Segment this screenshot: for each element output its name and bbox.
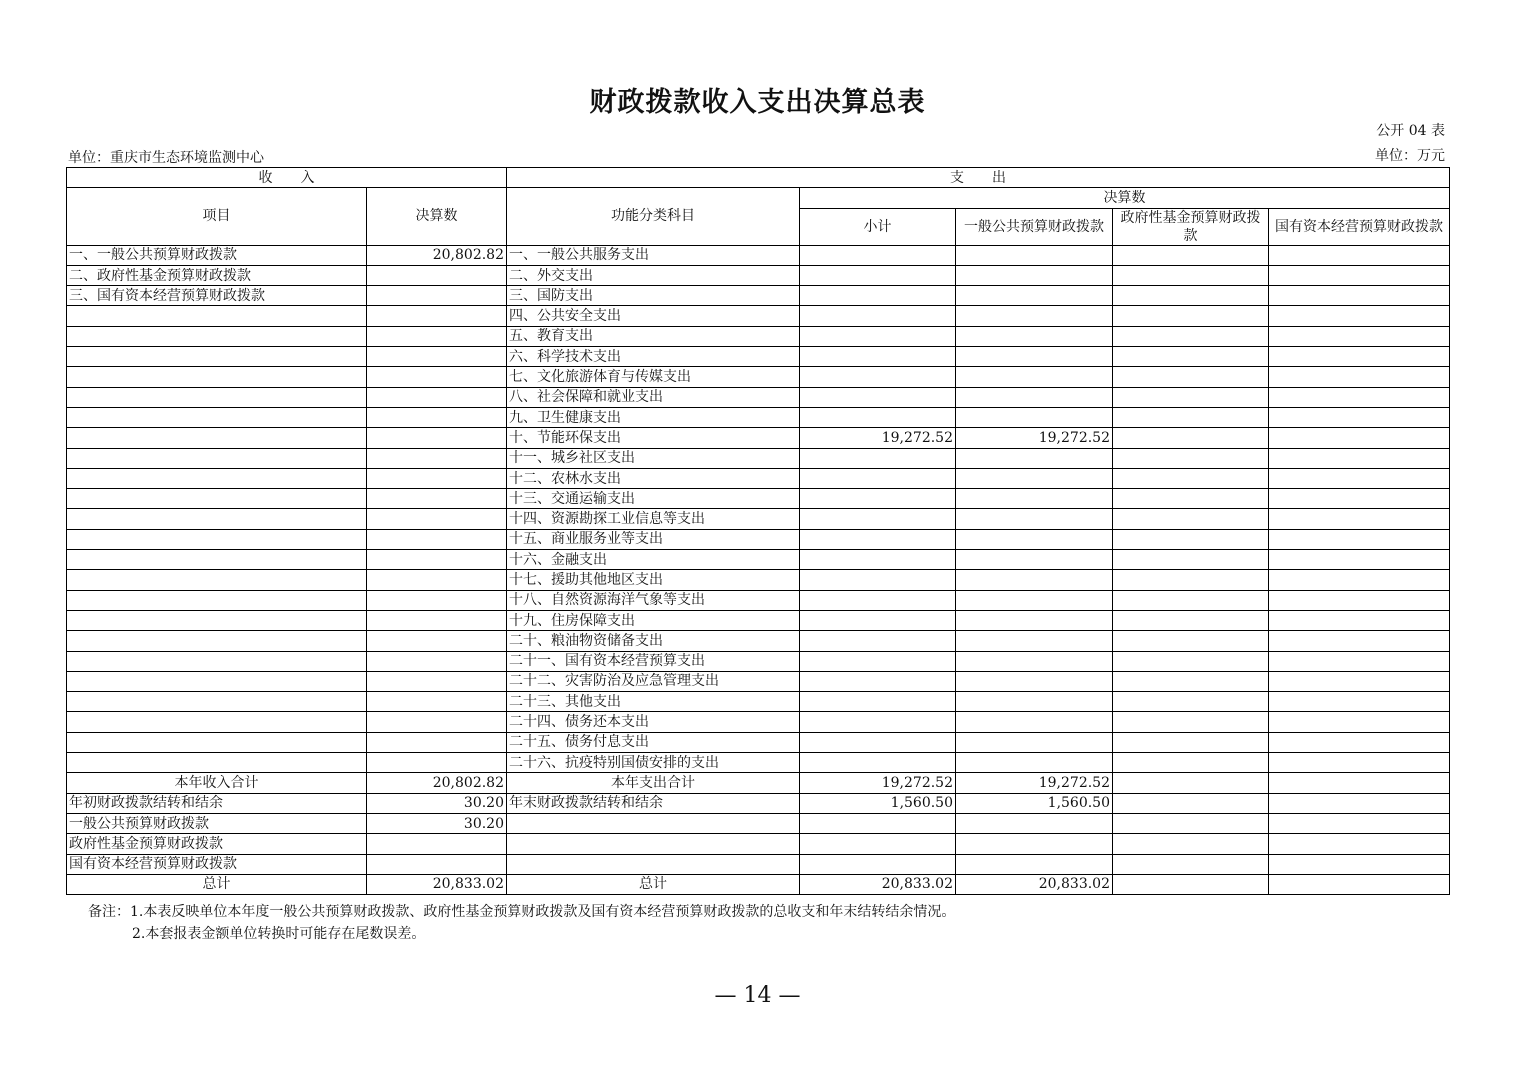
cell-sc bbox=[1269, 631, 1450, 651]
cell-inc bbox=[67, 732, 367, 752]
cell-gen bbox=[956, 631, 1113, 651]
cell-gov bbox=[1113, 692, 1269, 712]
cell-inc bbox=[67, 326, 367, 346]
cell-gen bbox=[956, 671, 1113, 691]
cell-inc bbox=[67, 448, 367, 468]
cell-amt bbox=[367, 854, 507, 874]
cell-exp: 八、社会保障和就业支出 bbox=[507, 387, 800, 407]
cell-inc bbox=[67, 712, 367, 732]
cell-gen bbox=[956, 834, 1113, 854]
income-section-header: 收 入 bbox=[67, 168, 507, 188]
cell-sc bbox=[1269, 245, 1450, 265]
cell-sub bbox=[800, 265, 956, 285]
cell-inc bbox=[67, 529, 367, 549]
cell-gov bbox=[1113, 347, 1269, 367]
cell-gen bbox=[956, 651, 1113, 671]
cell-amt bbox=[367, 651, 507, 671]
cell-sub bbox=[800, 631, 956, 651]
cell-inc bbox=[67, 347, 367, 367]
cell-sc bbox=[1269, 367, 1450, 387]
cell-sc bbox=[1269, 265, 1450, 285]
cell-exp: 二十三、其他支出 bbox=[507, 692, 800, 712]
cell-exp: 七、文化旅游体育与传媒支出 bbox=[507, 367, 800, 387]
cell-amt bbox=[367, 326, 507, 346]
cell-exp: 六、科学技术支出 bbox=[507, 347, 800, 367]
cell-gov bbox=[1113, 854, 1269, 874]
cell-exp: 九、卫生健康支出 bbox=[507, 407, 800, 427]
cell-sc bbox=[1269, 854, 1450, 874]
table-row bbox=[67, 347, 1450, 367]
cell-gov bbox=[1113, 773, 1269, 793]
cell-inc: 年初财政拨款结转和结余 bbox=[67, 793, 367, 813]
cell-inc bbox=[67, 489, 367, 509]
cell-exp: 二十五、债务付息支出 bbox=[507, 732, 800, 752]
currency-unit: 单位：万元 bbox=[1375, 148, 1445, 164]
cell-gen bbox=[956, 732, 1113, 752]
cell-sub bbox=[800, 854, 956, 874]
cell-exp: 十五、商业服务业等支出 bbox=[507, 529, 800, 549]
cell-sub bbox=[800, 651, 956, 671]
cell-exp: 十四、资源勘探工业信息等支出 bbox=[507, 509, 800, 529]
function-category-header: 功能分类科目 bbox=[507, 188, 800, 245]
table-row bbox=[67, 489, 1450, 509]
table-row bbox=[67, 407, 1450, 427]
table-row bbox=[67, 570, 1450, 590]
item-header: 项目 bbox=[67, 188, 367, 245]
cell-exp bbox=[507, 813, 800, 833]
cell-inc: 总计 bbox=[67, 874, 367, 894]
cell-gen bbox=[956, 610, 1113, 630]
cell-exp: 十三、交通运输支出 bbox=[507, 489, 800, 509]
cell-gov bbox=[1113, 834, 1269, 854]
cell-gov bbox=[1113, 529, 1269, 549]
cell-sub bbox=[800, 712, 956, 732]
cell-amt: 30.20 bbox=[367, 813, 507, 833]
cell-sub bbox=[800, 468, 956, 488]
cell-amt bbox=[367, 387, 507, 407]
table-row bbox=[67, 367, 1450, 387]
table-row bbox=[67, 306, 1450, 326]
cell-sub bbox=[800, 753, 956, 773]
cell-inc: 政府性基金预算财政拨款 bbox=[67, 834, 367, 854]
cell-sc bbox=[1269, 448, 1450, 468]
cell-exp: 三、国防支出 bbox=[507, 286, 800, 306]
cell-sub bbox=[800, 529, 956, 549]
cell-gen bbox=[956, 854, 1113, 874]
cell-gen bbox=[956, 590, 1113, 610]
table-body bbox=[67, 245, 1450, 895]
cell-inc: 一、一般公共预算财政拨款 bbox=[67, 245, 367, 265]
cell-inc bbox=[67, 590, 367, 610]
cell-sub bbox=[800, 306, 956, 326]
cell-gov bbox=[1113, 428, 1269, 448]
cell-sub bbox=[800, 590, 956, 610]
cell-sc bbox=[1269, 407, 1450, 427]
table-row bbox=[67, 448, 1450, 468]
cell-inc bbox=[67, 428, 367, 448]
cell-sub: 20,833.02 bbox=[800, 874, 956, 894]
cell-sc bbox=[1269, 468, 1450, 488]
cell-exp: 二十六、抗疫特别国债安排的支出 bbox=[507, 753, 800, 773]
page-title: 财政拨款收入支出决算总表 bbox=[589, 87, 926, 118]
notes bbox=[88, 901, 955, 945]
general-budget-header: 一般公共预算财政拨款 bbox=[956, 208, 1113, 245]
cell-inc bbox=[67, 550, 367, 570]
cell-sc bbox=[1269, 671, 1450, 691]
gov-fund-header: 政府性基金预算财政拨款 bbox=[1113, 208, 1269, 245]
table-row bbox=[67, 286, 1450, 306]
cell-gov bbox=[1113, 286, 1269, 306]
cell-sc bbox=[1269, 793, 1450, 813]
cell-gen bbox=[956, 468, 1113, 488]
cell-inc: 三、国有资本经营预算财政拨款 bbox=[67, 286, 367, 306]
cell-amt bbox=[367, 306, 507, 326]
cell-sc bbox=[1269, 590, 1450, 610]
cell-amt: 20,802.82 bbox=[367, 773, 507, 793]
cell-sc bbox=[1269, 692, 1450, 712]
cell-gen bbox=[956, 509, 1113, 529]
cell-inc: 国有资本经营预算财政拨款 bbox=[67, 854, 367, 874]
table-row bbox=[67, 732, 1450, 752]
cell-exp: 十七、援助其他地区支出 bbox=[507, 570, 800, 590]
cell-gen bbox=[956, 813, 1113, 833]
cell-sc bbox=[1269, 874, 1450, 894]
form-number: 公开 04 表 bbox=[1376, 123, 1445, 139]
cell-amt bbox=[367, 570, 507, 590]
cell-amt bbox=[367, 753, 507, 773]
cell-inc bbox=[67, 610, 367, 630]
cell-gov bbox=[1113, 610, 1269, 630]
cell-inc bbox=[67, 631, 367, 651]
cell-amt bbox=[367, 509, 507, 529]
note-1: 备注：1.本表反映单位本年度一般公共预算财政拨款、政府性基金预算财政拨款及国有资本经营预算财政拨款的总收支和年末结转结余情况。 bbox=[88, 904, 956, 920]
cell-inc bbox=[67, 367, 367, 387]
cell-amt bbox=[367, 428, 507, 448]
table-row bbox=[67, 854, 1450, 874]
cell-sub bbox=[800, 387, 956, 407]
cell-sub bbox=[800, 347, 956, 367]
cell-exp: 十六、金融支出 bbox=[507, 550, 800, 570]
cell-exp: 十、节能环保支出 bbox=[507, 428, 800, 448]
cell-sub bbox=[800, 326, 956, 346]
table-row bbox=[67, 874, 1450, 894]
cell-gov bbox=[1113, 489, 1269, 509]
note-2: 2.本套报表金额单位转换时可能存在尾数误差。 bbox=[132, 926, 426, 942]
cell-gen: 20,833.02 bbox=[956, 874, 1113, 894]
cell-sub: 19,272.52 bbox=[800, 428, 956, 448]
cell-exp: 四、公共安全支出 bbox=[507, 306, 800, 326]
cell-sc bbox=[1269, 347, 1450, 367]
cell-exp bbox=[507, 854, 800, 874]
cell-sc bbox=[1269, 834, 1450, 854]
table-row bbox=[67, 468, 1450, 488]
cell-gen bbox=[956, 448, 1113, 468]
cell-amt bbox=[367, 265, 507, 285]
cell-gen: 19,272.52 bbox=[956, 428, 1113, 448]
cell-inc bbox=[67, 387, 367, 407]
cell-sub bbox=[800, 286, 956, 306]
cell-gen bbox=[956, 306, 1113, 326]
cell-exp: 本年支出合计 bbox=[507, 773, 800, 793]
cell-exp: 二、外交支出 bbox=[507, 265, 800, 285]
cell-sc bbox=[1269, 529, 1450, 549]
cell-exp: 二十一、国有资本经营预算支出 bbox=[507, 651, 800, 671]
cell-amt bbox=[367, 631, 507, 651]
cell-amt bbox=[367, 671, 507, 691]
cell-amt bbox=[367, 610, 507, 630]
subtotal-header: 小计 bbox=[800, 208, 956, 245]
cell-gov bbox=[1113, 671, 1269, 691]
cell-sub bbox=[800, 671, 956, 691]
table-row bbox=[67, 387, 1450, 407]
cell-gen: 1,560.50 bbox=[956, 793, 1113, 813]
cell-amt bbox=[367, 550, 507, 570]
cell-sub bbox=[800, 407, 956, 427]
cell-sub bbox=[800, 692, 956, 712]
amount-header: 决算数 bbox=[367, 188, 507, 245]
cell-inc bbox=[67, 570, 367, 590]
cell-sc bbox=[1269, 489, 1450, 509]
cell-exp: 二十、粮油物资储备支出 bbox=[507, 631, 800, 651]
cell-amt bbox=[367, 347, 507, 367]
cell-sub bbox=[800, 813, 956, 833]
cell-exp: 五、教育支出 bbox=[507, 326, 800, 346]
expense-amount-header: 决算数 bbox=[800, 188, 1450, 208]
cell-sub bbox=[800, 448, 956, 468]
cell-amt: 30.20 bbox=[367, 793, 507, 813]
cell-sc bbox=[1269, 610, 1450, 630]
cell-gov bbox=[1113, 813, 1269, 833]
cell-inc bbox=[67, 509, 367, 529]
cell-gov bbox=[1113, 732, 1269, 752]
cell-sc bbox=[1269, 550, 1450, 570]
cell-exp: 十八、自然资源海洋气象等支出 bbox=[507, 590, 800, 610]
cell-exp: 十一、城乡社区支出 bbox=[507, 448, 800, 468]
cell-amt bbox=[367, 692, 507, 712]
cell-gov bbox=[1113, 590, 1269, 610]
cell-amt bbox=[367, 732, 507, 752]
cell-amt bbox=[367, 590, 507, 610]
reporting-unit: 单位：重庆市生态环境监测中心 bbox=[68, 150, 264, 166]
expense-section-header: 支 出 bbox=[507, 168, 1450, 188]
cell-sub: 19,272.52 bbox=[800, 773, 956, 793]
cell-gov bbox=[1113, 570, 1269, 590]
table-row bbox=[67, 813, 1450, 833]
cell-exp: 十九、住房保障支出 bbox=[507, 610, 800, 630]
cell-sub bbox=[800, 489, 956, 509]
cell-gen bbox=[956, 712, 1113, 732]
cell-gov bbox=[1113, 712, 1269, 732]
table-row bbox=[67, 773, 1450, 793]
table-row bbox=[67, 631, 1450, 651]
cell-sc bbox=[1269, 326, 1450, 346]
cell-sub bbox=[800, 610, 956, 630]
cell-sc bbox=[1269, 813, 1450, 833]
cell-sc bbox=[1269, 570, 1450, 590]
cell-sub bbox=[800, 732, 956, 752]
table-row bbox=[67, 590, 1450, 610]
table-row bbox=[67, 509, 1450, 529]
cell-gov bbox=[1113, 407, 1269, 427]
cell-sc bbox=[1269, 306, 1450, 326]
cell-amt bbox=[367, 286, 507, 306]
cell-amt bbox=[367, 489, 507, 509]
cell-amt bbox=[367, 468, 507, 488]
cell-amt bbox=[367, 834, 507, 854]
cell-gen bbox=[956, 286, 1113, 306]
table-row bbox=[67, 428, 1450, 448]
cell-gov bbox=[1113, 631, 1269, 651]
cell-gov bbox=[1113, 793, 1269, 813]
cell-sc bbox=[1269, 428, 1450, 448]
table-row bbox=[67, 550, 1450, 570]
table-row bbox=[67, 753, 1450, 773]
cell-gov bbox=[1113, 651, 1269, 671]
cell-inc bbox=[67, 671, 367, 691]
cell-sc bbox=[1269, 651, 1450, 671]
cell-gov bbox=[1113, 387, 1269, 407]
table-row bbox=[67, 245, 1450, 265]
cell-amt bbox=[367, 367, 507, 387]
cell-gen bbox=[956, 753, 1113, 773]
table-row bbox=[67, 265, 1450, 285]
table-row bbox=[67, 834, 1450, 854]
cell-gov bbox=[1113, 874, 1269, 894]
cell-gen bbox=[956, 529, 1113, 549]
cell-gov bbox=[1113, 306, 1269, 326]
cell-gov bbox=[1113, 265, 1269, 285]
table-row bbox=[67, 326, 1450, 346]
cell-inc bbox=[67, 407, 367, 427]
cell-gen bbox=[956, 407, 1113, 427]
cell-amt bbox=[367, 448, 507, 468]
cell-gen bbox=[956, 387, 1113, 407]
cell-gov bbox=[1113, 448, 1269, 468]
cell-amt bbox=[367, 712, 507, 732]
cell-gov bbox=[1113, 245, 1269, 265]
cell-gen bbox=[956, 570, 1113, 590]
cell-exp bbox=[507, 834, 800, 854]
cell-gen bbox=[956, 347, 1113, 367]
cell-inc: 本年收入合计 bbox=[67, 773, 367, 793]
page-number: — 14 — bbox=[714, 983, 801, 1008]
cell-amt bbox=[367, 407, 507, 427]
cell-amt: 20,802.82 bbox=[367, 245, 507, 265]
cell-inc bbox=[67, 468, 367, 488]
cell-gov bbox=[1113, 753, 1269, 773]
cell-exp: 二十二、灾害防治及应急管理支出 bbox=[507, 671, 800, 691]
cell-gov bbox=[1113, 468, 1269, 488]
table-row bbox=[67, 712, 1450, 732]
cell-exp: 二十四、债务还本支出 bbox=[507, 712, 800, 732]
budget-table bbox=[66, 167, 1450, 895]
cell-sub bbox=[800, 834, 956, 854]
cell-exp: 十二、农林水支出 bbox=[507, 468, 800, 488]
cell-sc bbox=[1269, 509, 1450, 529]
cell-inc bbox=[67, 692, 367, 712]
cell-inc bbox=[67, 753, 367, 773]
cell-amt bbox=[367, 529, 507, 549]
cell-gov bbox=[1113, 550, 1269, 570]
cell-inc: 一般公共预算财政拨款 bbox=[67, 813, 367, 833]
cell-gen bbox=[956, 692, 1113, 712]
cell-sc bbox=[1269, 732, 1450, 752]
cell-gen: 19,272.52 bbox=[956, 773, 1113, 793]
cell-gen bbox=[956, 245, 1113, 265]
cell-sub: 1,560.50 bbox=[800, 793, 956, 813]
cell-gen bbox=[956, 367, 1113, 387]
table-row bbox=[67, 692, 1450, 712]
cell-sub bbox=[800, 570, 956, 590]
cell-sc bbox=[1269, 753, 1450, 773]
cell-sub bbox=[800, 367, 956, 387]
cell-exp: 一、一般公共服务支出 bbox=[507, 245, 800, 265]
cell-exp: 年末财政拨款结转和结余 bbox=[507, 793, 800, 813]
table-row bbox=[67, 610, 1450, 630]
cell-inc bbox=[67, 306, 367, 326]
cell-gov bbox=[1113, 326, 1269, 346]
cell-sc bbox=[1269, 286, 1450, 306]
cell-gen bbox=[956, 550, 1113, 570]
cell-sc bbox=[1269, 387, 1450, 407]
state-capital-header: 国有资本经营预算财政拨款 bbox=[1269, 208, 1450, 245]
table-row bbox=[67, 793, 1450, 813]
cell-sub bbox=[800, 509, 956, 529]
cell-gov bbox=[1113, 509, 1269, 529]
table-row bbox=[67, 651, 1450, 671]
cell-gen bbox=[956, 265, 1113, 285]
cell-gen bbox=[956, 326, 1113, 346]
cell-inc: 二、政府性基金预算财政拨款 bbox=[67, 265, 367, 285]
cell-sc bbox=[1269, 712, 1450, 732]
cell-sub bbox=[800, 245, 956, 265]
cell-sc bbox=[1269, 773, 1450, 793]
cell-exp: 总计 bbox=[507, 874, 800, 894]
cell-gen bbox=[956, 489, 1113, 509]
cell-gov bbox=[1113, 367, 1269, 387]
cell-amt: 20,833.02 bbox=[367, 874, 507, 894]
cell-inc bbox=[67, 651, 367, 671]
table-row bbox=[67, 529, 1450, 549]
table-row bbox=[67, 671, 1450, 691]
cell-sub bbox=[800, 550, 956, 570]
